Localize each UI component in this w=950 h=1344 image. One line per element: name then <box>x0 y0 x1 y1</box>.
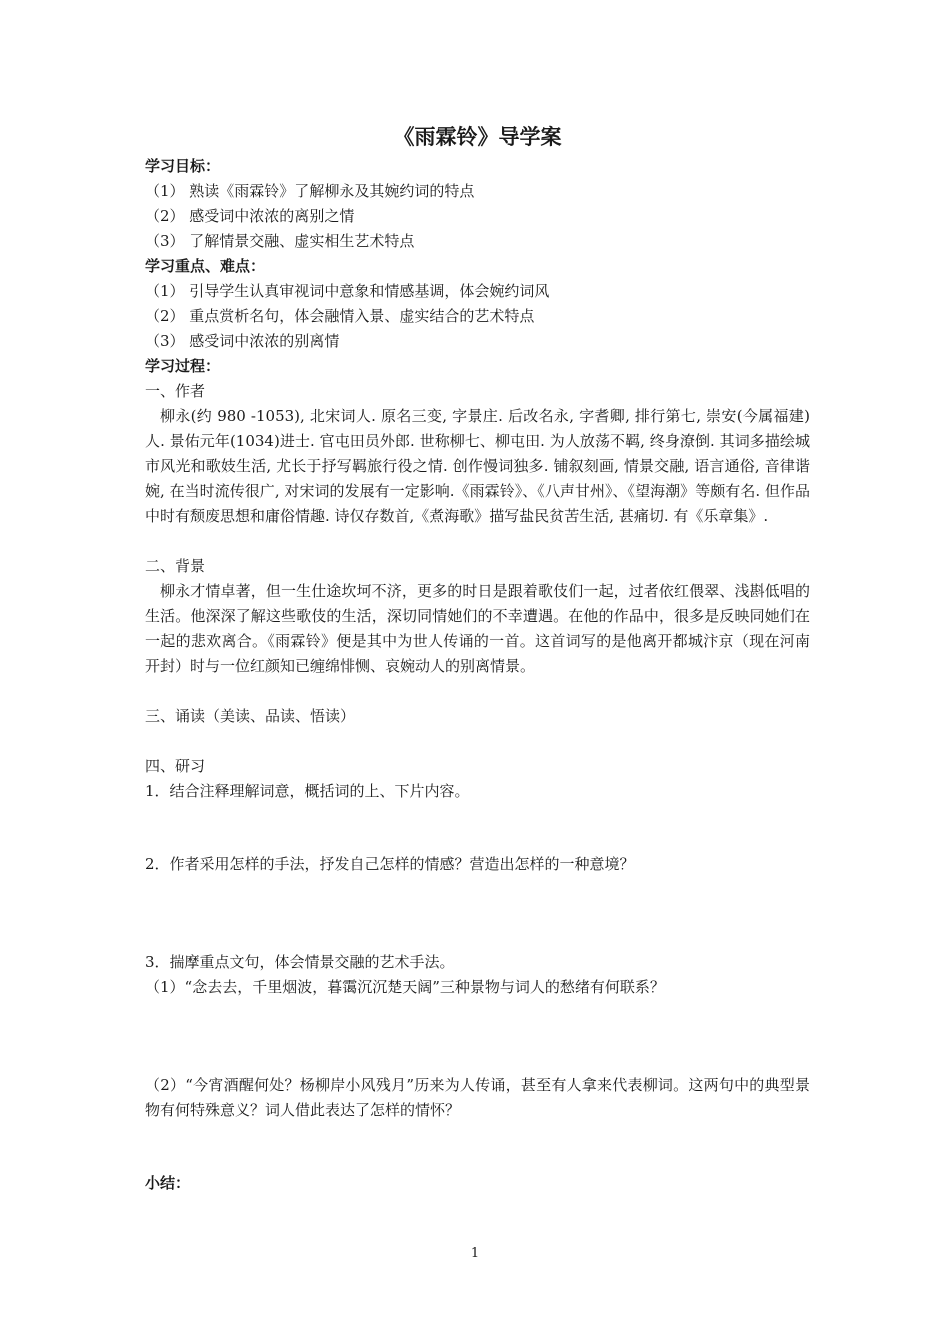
question-1: 1．结合注释理解词意，概括词的上、下片内容。 <box>145 782 470 800</box>
spacer <box>145 529 810 554</box>
background-paragraph: 柳永才情卓著，但一生仕途坎坷不济，更多的时日是跟着歌伎们一起，过者依红偎翠、浅斟低唱的生活。他深深了解这些歌伎的生活，深切同情她们的不幸遭遇。在他的作品中，很多是反映同她们在一起的悲欢离合。《雨霖铃》便是其中为世人传诵的一首。这首词写的是他离开都城汴京（现在河南开封）时与一位红颜知已缠绵悱恻、哀婉动人的别离情景。 <box>145 582 810 675</box>
answer-space <box>145 877 810 950</box>
answer-space <box>145 1123 810 1171</box>
objective-item: （3） 了解情景交融、虚实相生艺术特点 <box>145 232 415 250</box>
question-3-2: （2）“今宵酒醒何处？杨柳岸小风残月”历来为人传诵，甚至有人拿来代表柳词。这两句中的典型景物有何特殊意义？词人借此表达了怎样的情怀？ <box>145 1076 810 1119</box>
page-title: 《雨霖铃》导学案 <box>393 124 562 149</box>
spacer <box>145 729 810 754</box>
author-heading: 一、作者 <box>145 382 206 400</box>
key-points-heading: 学习重点、难点： <box>145 257 266 275</box>
key-point-item: （2） 重点赏析名句，体会融情入景、虚实结合的艺术特点 <box>145 307 535 325</box>
key-point-item: （1） 引导学生认真审视词中意象和情感基调，体会婉约词风 <box>145 282 550 300</box>
question-3: 3．揣摩重点文句，体会情景交融的艺术手法。 <box>145 953 455 971</box>
background-heading: 二、背景 <box>145 557 206 575</box>
page-number: 1 <box>470 1246 480 1261</box>
summary-heading: 小结： <box>145 1174 191 1192</box>
objective-item: （1） 熟读《雨霖铃》了解柳永及其婉约词的特点 <box>145 182 475 200</box>
question-3-1: （1）“念去去，千里烟波，暮霭沉沉楚天阔”三种景物与词人的愁绪有何联系？ <box>145 978 665 996</box>
process-heading: 学习过程： <box>145 357 221 375</box>
key-point-item: （3） 感受词中浓浓的别离情 <box>145 332 340 350</box>
document-body <box>145 122 810 1196</box>
objective-item: （2） 感受词中浓浓的离别之情 <box>145 207 355 225</box>
question-2: 2．作者采用怎样的手法，抒发自己怎样的情感？营造出怎样的一种意境？ <box>145 855 635 873</box>
objectives-heading: 学习目标： <box>145 157 221 175</box>
answer-space <box>145 804 810 852</box>
answer-space <box>145 1000 810 1073</box>
spacer <box>145 679 810 704</box>
study-heading: 四、研习 <box>145 757 206 775</box>
author-paragraph: 柳永(约 980 -1053), 北宋词人. 原名三变, 字景庄. 后改名永, 字耆卿, 排行第七, 崇安(今属福建)人. 景佑元年(1034)进士. 官屯田员外郎. 世称柳七、柳屯田. 为人放荡不羁, 终身潦倒. 其词多描绘城市风光和歌妓生活, 尤长于抒写羁旅行役之情. 创作慢词独多. 铺叙刻画, 情景交融, 语言通俗, 音律谐婉, 在当时流传很广, 对宋词的发展有一定影响.《雨霖铃》、《八声甘州》、《望海潮》等颇有名. 但作品中时有颓废思想和庸俗情趣. 诗仅存数首,《煮海歌》描写盐民贫苦生活, 甚痛切. 有《乐章集》. <box>145 407 810 525</box>
reading-heading: 三、诵读（美读、品读、悟读） <box>145 707 356 725</box>
